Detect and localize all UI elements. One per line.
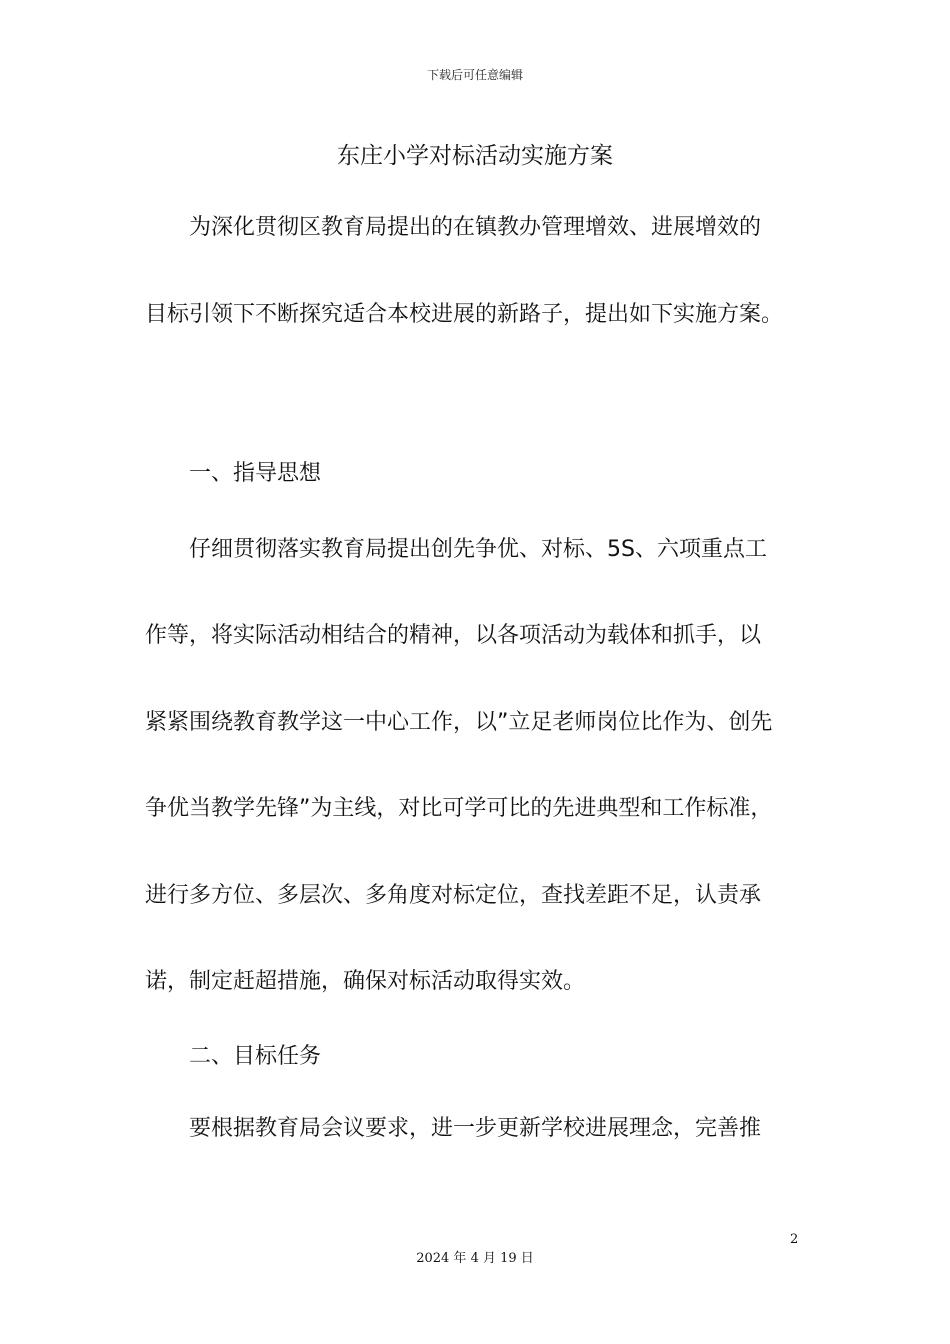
paragraph-line: 作等，将实际活动相结合的精神，以各项活动为载体和抓手，以 <box>145 623 762 648</box>
header-note: 下载后可任意编辑 <box>426 68 523 82</box>
page-number: 2 <box>790 1232 799 1247</box>
footer-date: 2024 年 4 月 19 日 <box>416 1251 534 1266</box>
paragraph-line: 要根据教育局会议要求，进一步更新学校进展理念，完善推 <box>145 1116 762 1141</box>
paragraph-line: 目标引领下不断探究适合本校进展的新路子，提出如下实施方案。 <box>145 302 784 327</box>
section-heading: 二、目标任务 <box>145 1044 322 1069</box>
paragraph-line: 仔细贯彻落实教育局提出创先争优、对标、5S、六项重点工 <box>145 537 767 562</box>
paragraph-line: 进行多方位、多层次、多角度对标定位，查找差距不足，认责承 <box>145 883 762 908</box>
paragraph-line: 为深化贯彻区教育局提出的在镇教办管理增效、进展增效的 <box>145 215 762 240</box>
document-title: 东庄小学对标活动实施方案 <box>337 143 613 169</box>
section-heading: 一、指导思想 <box>145 461 322 486</box>
paragraph-line: 紧紧围绕教育教学这一中心工作，以”立足老师岗位比作为、创先 <box>145 710 773 735</box>
paragraph-line: 诺，制定赶超措施，确保对标活动取得实效。 <box>145 969 586 994</box>
paragraph-line: 争优当教学先锋”为主线，对比可学可比的先进典型和工作标准， <box>145 796 773 821</box>
